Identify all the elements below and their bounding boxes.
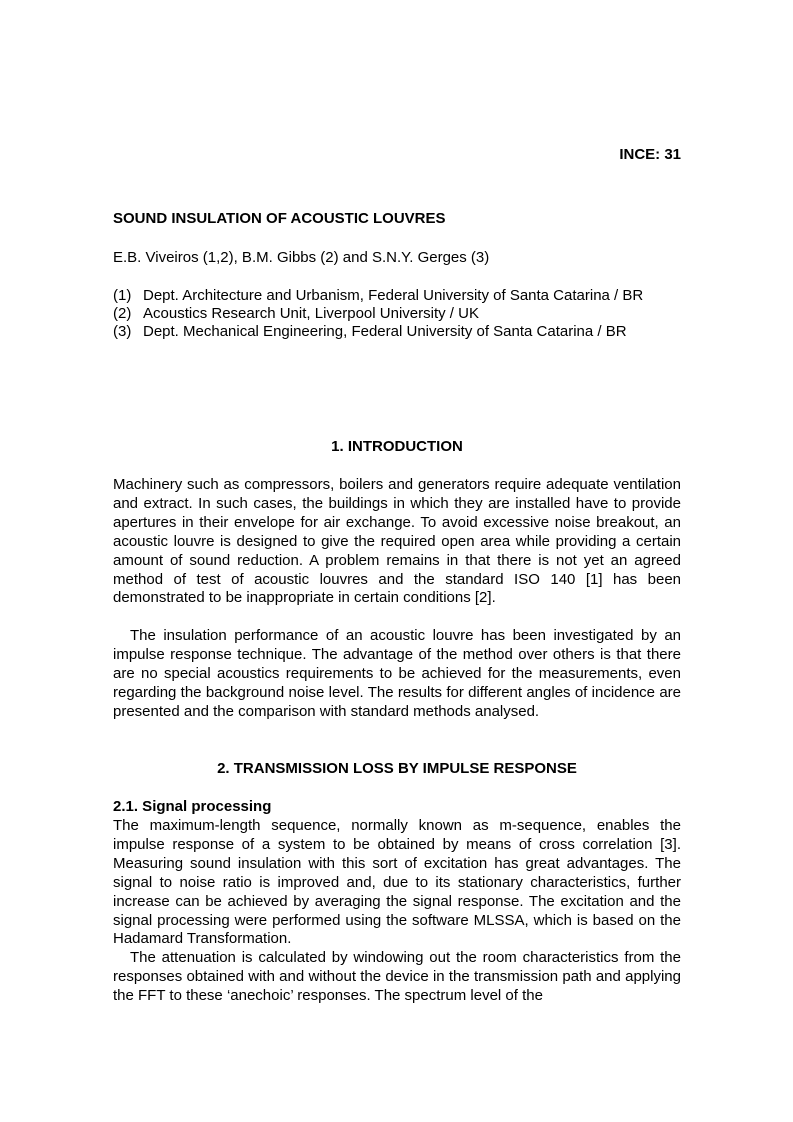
affiliation-list (113, 287, 643, 341)
section-heading-introduction: 1. INTRODUCTION (331, 438, 463, 455)
affiliation-text: Acoustics Research Unit, Liverpool University / UK (143, 305, 479, 322)
paper-title: SOUND INSULATION OF ACOUSTIC LOUVRES (113, 210, 446, 227)
affiliation-item (113, 305, 643, 323)
affiliation-text: Dept. Architecture and Urbanism, Federal University of Santa Catarina / BR (143, 287, 644, 304)
affiliation-number: (3) (113, 323, 132, 340)
signal-processing-paragraph-1: The maximum-length sequence, normally known as m-sequence, enables the impulse response of a system to be obtained by means of cross correlation [3]. Measuring sound insulation with this sort of excitation has great advantages. The signal to noise ratio is improved and, due to its stationary characteristics, further increase can be achieved by averaging the signal response. The excitation and the signal processing were performed using the software MLSSA, which is based on the Hadamard Transformation. (113, 817, 681, 948)
affiliation-number: (1) (113, 287, 132, 304)
affiliation-item (113, 323, 643, 341)
affiliation-number: (2) (113, 305, 132, 322)
affiliation-text: Dept. Mechanical Engineering, Federal University of Santa Catarina / BR (143, 323, 627, 340)
intro-paragraph-1: Machinery such as compressors, boilers and generators require adequate ventilation and extract. In such cases, the buildings in which they are installed have to provide apertures in their envelope for air exchange. To avoid excessive noise breakout, an acoustic louvre is designed to give the required open area while providing a certain amount of sound reduction. A problem remains in that there is not yet an agreed method of test of acoustic louvres and the standard ISO 140 [1] has been demonstrated to be inappropriate in certain conditions [2]. (113, 476, 681, 607)
subsection-heading-signal-processing: 2.1. Signal processing (113, 798, 272, 815)
paper-authors: E.B. Viveiros (1,2), B.M. Gibbs (2) and S.N.Y. Gerges (3) (113, 249, 490, 266)
section-heading-transmission-loss: 2. TRANSMISSION LOSS BY IMPULSE RESPONSE (217, 760, 577, 777)
paper-reference: INCE: 31 (619, 146, 681, 163)
signal-processing-paragraph-2: The attenuation is calculated by windowing out the room characteristics from the responses obtained with and without the device in the transmission path and applying the FFT to these ‘anechoic’ responses. The spectrum level of the (113, 949, 681, 1004)
intro-paragraph-2: The insulation performance of an acoustic louvre has been investigated by an impulse response technique. The advantage of the method over others is that there are no special acoustics requirements to be achieved for the measurements, even regarding the background noise level. The results for different angles of incidence are presented and the comparison with standard methods analysed. (113, 627, 681, 720)
affiliation-item (113, 287, 643, 305)
